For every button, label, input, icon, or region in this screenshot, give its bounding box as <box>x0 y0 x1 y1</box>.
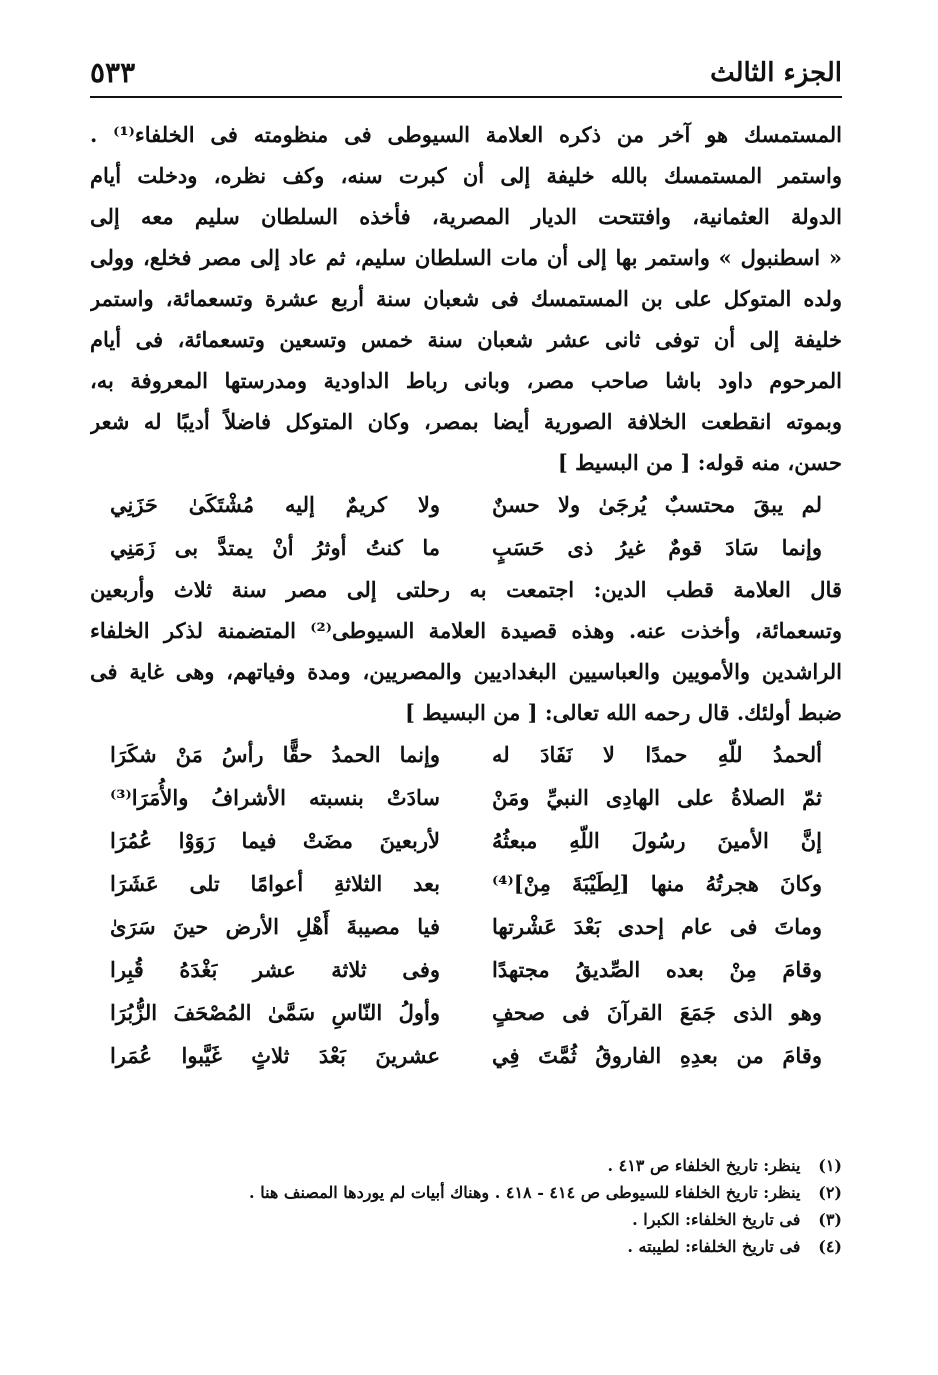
verse-line <box>90 483 842 526</box>
verse-first-hemistich: وهو الذى جَمَعَ القرآنَ فى صحفٍ <box>492 1000 822 1025</box>
verse-second-hemistich: عشرينَ بَعْدَ ثلاثٍ غَيَّبوا عُمَرا <box>110 1043 440 1068</box>
verse-first-hemistich: وكانَ هجرتُهُ منها [لِطَيْبَةَ مِنْ]⁽⁴⁾ <box>492 871 822 896</box>
text-line: الدولة العثمانية، وافتتحت الديار المصرية، فأخذه السلطان سليم معه إلى <box>90 204 842 229</box>
text-line: المستمسك هو آخر من ذكره العلامة السيوطى فى منظومته فى الخلفاء⁽¹⁾ . <box>90 122 842 147</box>
footnote-number: (٤) <box>818 1237 842 1256</box>
part-title: الجزء الثالث <box>710 58 842 88</box>
header-rule <box>90 96 842 98</box>
verse-line <box>90 1034 842 1077</box>
verse-line <box>90 862 842 905</box>
footnote-number: (٢) <box>818 1183 842 1202</box>
footnote-text: فى تاريخ الخلفاء: لطيبته . <box>627 1237 801 1256</box>
footnote-number: (١) <box>818 1156 842 1175</box>
verse-first-hemistich: وقامَ من بعدِهِ الفاروقُ ثُمَّتَ فِي <box>492 1043 822 1068</box>
footnote-number: (٣) <box>818 1210 842 1229</box>
verse-line <box>90 819 842 862</box>
verse-first-hemistich: إنَّ الأمينَ رسُولَ اللّهِ مبعثُهُ <box>492 828 822 853</box>
footnote <box>90 1233 842 1260</box>
running-header <box>90 48 842 98</box>
verse-second-hemistich: لأربعينَ مضَتْ فيما رَوَوْا عُمُرَا <box>110 828 440 853</box>
verse-line <box>90 776 842 819</box>
footnote-text: فى تاريخ الخلفاء: الكبرا . <box>632 1210 801 1229</box>
verse-second-hemistich: وأولُ النّاسِ سَمَّىٰ المُصْحَفَ الزُّبُرَا <box>110 1000 440 1025</box>
footnote <box>90 1179 842 1206</box>
text-line: المرحوم داود باشا صاحب مصر، وبانى رباط الداودية ومدرستها المعروفة به، <box>90 368 842 393</box>
text-line: وبموته انقطعت الخلافة الصورية أيضا بمصر، وكان المتوكل فاضلاً أديبًا له شعر <box>90 409 842 434</box>
verse-first-hemistich: وقامَ مِنْ بعده الصِّديقُ مجتهدًا <box>492 957 822 982</box>
verse-line <box>90 733 842 776</box>
verse-second-hemistich: ولا كريمٌ إليه مُشْتَكَىٰ حَزَنِي <box>110 492 440 517</box>
verse-line <box>90 991 842 1034</box>
verse-second-hemistich: وفى ثلاثة عشر بَغْدَهُ قُبِرا <box>110 957 440 982</box>
verse-first-hemistich: وإنما سَادَ قومٌ غيرُ ذى حَسَبٍ <box>492 535 822 560</box>
verse-second-hemistich: سادَتْ بنسبته الأشرافُ والأُمَرَا⁽³⁾ <box>110 785 440 810</box>
verse-line <box>90 905 842 948</box>
text-line: « اسطنبول » واستمر بها إلى أن مات السلطان سليم، ثم عاد إلى مصر فخلع، وولى <box>90 245 842 270</box>
text-line: وتسعمائة، وأخذت عنه. وهذه قصيدة العلامة السيوطى⁽²⁾ المتضمنة لذكر الخلفاء <box>90 618 842 643</box>
text-line: خليفة إلى أن توفى ثانى عشر شعبان سنة خمس وتسعين وتسعمائة، فى أيام <box>90 327 842 352</box>
verse-line <box>90 948 842 991</box>
footnote-text: ينظر: تاريخ الخلفاء ص ٤١٣ . <box>607 1156 801 1175</box>
text-line: الراشدين والأمويين والعباسيين البغداديين والمصريين، ومدة وفياتهم، وهى غاية فى <box>90 659 842 684</box>
verse-second-hemistich: ما كنتُ أوثرُ أنْ يمتدَّ بى زَمَنِي <box>110 535 440 560</box>
footnote-text: ينظر: تاريخ الخلفاء للسيوطى ص ٤١٤ - ٤١٨ . وهناك أبيات لم يوردها المصنف هنا . <box>249 1183 801 1202</box>
verse-second-hemistich: فيا مصيبةَ أَهْلِ الأرض حينَ سَرَىٰ <box>110 914 440 939</box>
footnotes <box>90 1152 842 1260</box>
footnote <box>90 1152 842 1179</box>
page-number: ٥٣٣ <box>90 56 136 89</box>
verse-first-hemistich: وماتَ فى عام إحدى بَعْدَ عَشْرتها <box>492 914 822 939</box>
text-line: ضبط أولئك. قال رحمه الله تعالى: [ من البسيط ] <box>405 700 842 725</box>
text-line: حسن، منه قوله: [ من البسيط ] <box>557 450 842 475</box>
main-text <box>90 114 842 1077</box>
verse-line <box>90 526 842 569</box>
verse-first-hemistich: ألحمدُ للّهِ حمدًا لا نَفَادَ له <box>492 742 822 767</box>
verse-second-hemistich: وإنما الحمدُ حقًّا رأسُ مَنْ شكَرَا <box>110 742 440 767</box>
text-line: ولده المتوكل على بن المستمسك فى شعبان سنة أربع عشرة وتسعمائة، واستمر <box>90 286 842 311</box>
text-line: واستمر المستمسك بالله خليفة إلى أن كبرت سنه، وكف نظره، ودخلت أيام <box>90 163 842 188</box>
footnote <box>90 1206 842 1233</box>
text-line: قال العلامة قطب الدين: اجتمعت به رحلتى إلى مصر سنة ثلاث وأربعين <box>90 577 842 602</box>
verse-first-hemistich: لم يبقَ محتسبٌ يُرجَىٰ ولا حسنٌ <box>492 492 822 517</box>
verse-second-hemistich: بعد الثلاثةِ أعوامًا تلى عَشَرَا <box>110 871 440 896</box>
verse-first-hemistich: ثمّ الصلاةُ على الهادِى النبيِّ ومَنْ <box>492 785 822 810</box>
